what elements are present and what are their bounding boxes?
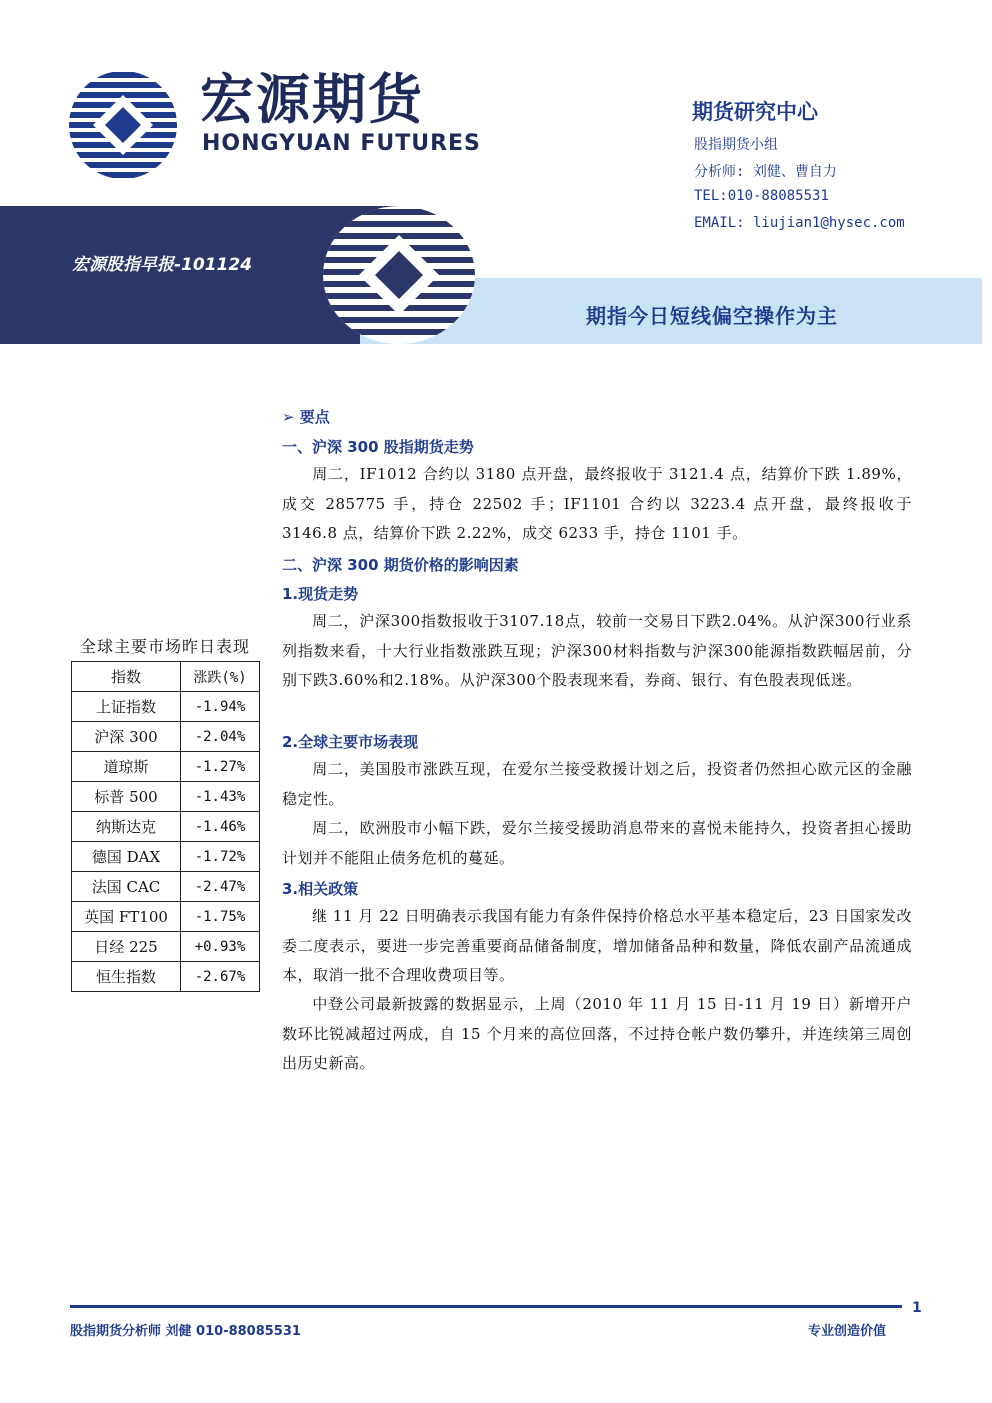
index-change: -1.27% (181, 752, 260, 782)
report-headline: 期指今日短线偏空操作为主 (586, 304, 838, 328)
page-number: 1 (912, 1300, 922, 1316)
table-row (72, 842, 260, 872)
paragraph-text: 周二，欧洲股市小幅下跌，爱尔兰接受援助消息带来的喜悦未能持久，投资者担心援助计划并不能阻止债务危机的蔓延。 (282, 819, 912, 867)
footer-analyst-contact: 股指期货分析师 刘健 010-88085531 (70, 1324, 301, 1339)
group-name: 股指期货小组 (694, 137, 778, 153)
index-name: 恒生指数 (72, 962, 181, 992)
market-performance-table (71, 661, 260, 992)
index-change: -1.75% (181, 902, 260, 932)
global-paragraph-us (282, 755, 912, 814)
table-row (72, 932, 260, 962)
index-name: 日经 225 (72, 932, 181, 962)
index-name: 标普 500 (72, 782, 181, 812)
paragraph-text: 周二，沪深300指数报收于3107.18点，较前一交易日下跌2.04%。从沪深300行业系列指数来看，十大行业指数涨跌互现；沪深300材料指数与沪深300能源指数跌幅居前，分别下跌3.60%和2.18%。从沪深300个股表现来看，券商、银行、有色股表现低迷。 (282, 612, 912, 689)
paragraph-text: 中登公司最新披露的数据显示，上周（2010 年 11 月 15 日-11 月 19 日）新增开户数环比锐减超过两成，自 15 个月来的高位回落，不过持仓帐户数仍攀升，并连续第三周创出历史新高。 (282, 995, 912, 1072)
table-row (72, 812, 260, 842)
index-change: +0.93% (181, 932, 260, 962)
index-change: -1.94% (181, 692, 260, 722)
index-change: -1.46% (181, 812, 260, 842)
index-name: 沪深 300 (72, 722, 181, 752)
index-name: 道琼斯 (72, 752, 181, 782)
table-row (72, 722, 260, 752)
report-title: 宏源股指早报-101124 (72, 255, 253, 275)
header-index: 指数 (72, 662, 181, 692)
policy-paragraph-2 (282, 990, 912, 1079)
banner-dark-band (0, 206, 360, 344)
analysts: 分析师: 刘健、曹自力 (694, 164, 837, 180)
global-paragraph-eu (282, 814, 912, 873)
footer-divider (70, 1305, 902, 1308)
table-row (72, 902, 260, 932)
paragraph-text: 周二，IF1012 合约以 3180 点开盘，最终报收于 3121.4 点，结算价下跌 1.89%，成交 285775 手，持仓 22502 手；IF1101 合约以 3223.4 点开盘，最终报收于 3146.8 点，结算价下跌 2.22%，成交 6233 手，持仓 1101 手。 (282, 465, 912, 542)
spot-paragraph (282, 607, 912, 696)
table-row (72, 782, 260, 812)
paragraph-text: 周二，美国股市涨跌互现，在爱尔兰接受救援计划之后，投资者仍然担心欧元区的金融稳定性。 (282, 760, 912, 808)
index-change: -2.04% (181, 722, 260, 752)
subsection-global-heading: 2.全球主要市场表现 (282, 733, 419, 751)
index-name: 英国 FT100 (72, 902, 181, 932)
table-row (72, 962, 260, 992)
section-1-paragraph (282, 460, 912, 549)
banner-logo-mark (322, 205, 477, 345)
market-table-title: 全球主要市场昨日表现 (80, 637, 251, 656)
table-row (72, 752, 260, 782)
research-center-title: 期货研究中心 (692, 100, 818, 124)
telephone: TEL:010-88085531 (694, 188, 829, 204)
policy-paragraph-1 (282, 902, 912, 991)
table-row (72, 692, 260, 722)
subsection-spot-heading: 1.现货走势 (282, 585, 359, 603)
index-name: 上证指数 (72, 692, 181, 722)
index-change: -2.47% (181, 872, 260, 902)
header-change: 涨跌(%) (181, 662, 260, 692)
table-header-row (72, 662, 260, 692)
brand-name-cn: 宏源期货 (200, 68, 424, 131)
index-change: -1.43% (181, 782, 260, 812)
key-points-heading: ➢ 要点 (282, 408, 330, 426)
index-name: 纳斯达克 (72, 812, 181, 842)
subsection-policy-heading: 3.相关政策 (282, 880, 359, 898)
index-name: 德国 DAX (72, 842, 181, 872)
section-1-heading: 一、沪深 300 股指期货走势 (282, 438, 474, 456)
index-change: -1.72% (181, 842, 260, 872)
paragraph-text: 继 11 月 22 日明确表示我国有能力有条件保持价格总水平基本稳定后，23 日国家发改委二度表示，要进一步完善重要商品储备制度，增加储备品种和数量，降低农副产品流通成本，取消一批不合理收费项目等。 (282, 907, 912, 984)
index-change: -2.67% (181, 962, 260, 992)
index-name: 法国 CAC (72, 872, 181, 902)
section-2-heading: 二、沪深 300 期货价格的影响因素 (282, 556, 519, 574)
footer-slogan: 专业创造价值 (808, 1324, 887, 1339)
company-logo-mark (68, 70, 178, 180)
table-row (72, 872, 260, 902)
email: EMAIL: liujian1@hysec.com (694, 215, 905, 231)
brand-name-en: HONGYUAN FUTURES (202, 131, 481, 156)
